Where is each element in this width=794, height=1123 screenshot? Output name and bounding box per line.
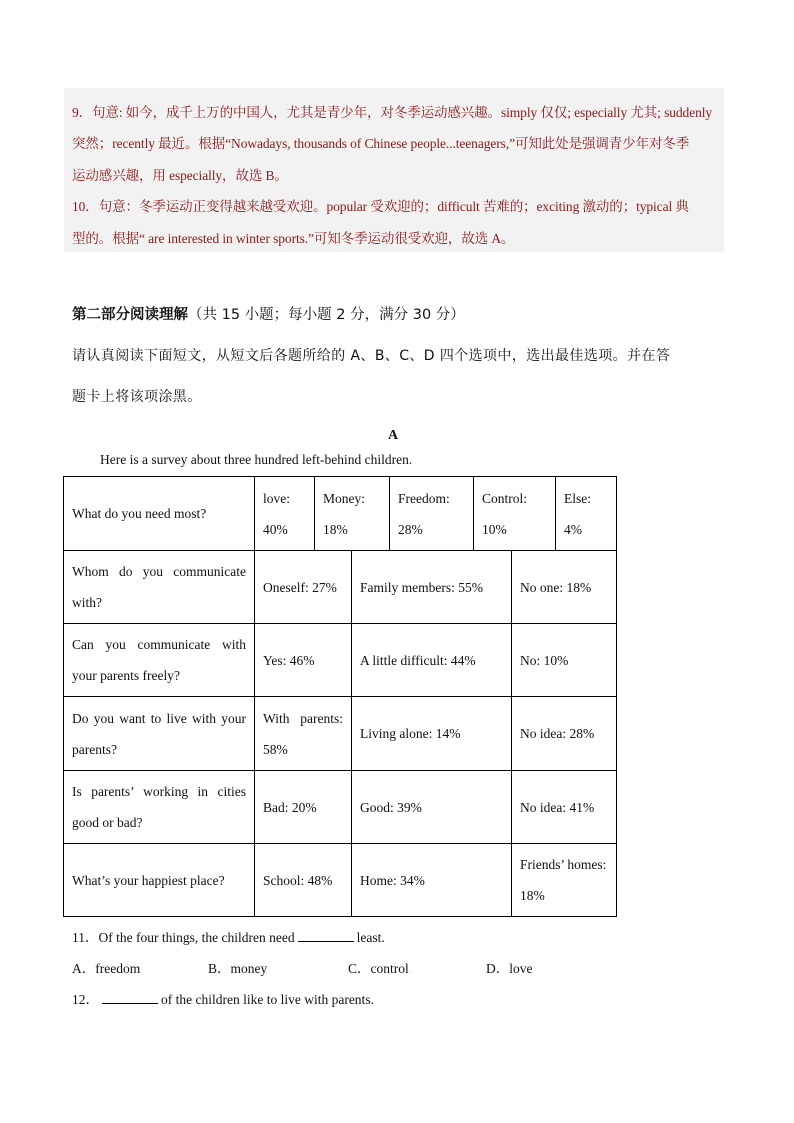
answer-cell: No: 10% [520,652,569,668]
answer-cell: Living alone: 14% [352,697,512,770]
option-c[interactable]: C．control [348,961,409,976]
answer-line-4: 10．句意：冬季运动正变得越来越受欢迎。popular 受欢迎的；difficult 苦难的；exciting 激动的；typical 典 [72,199,689,214]
table-row [64,697,616,771]
question-cell: What’s your happiest place? [64,844,255,916]
answer-cell: Good: 39% [352,771,512,843]
option-d[interactable]: D．love [486,961,533,976]
answer-cell: Freedom: 28% [390,477,474,550]
answer-cell: Else: 4% [564,490,591,537]
question-11: 11．Of the four things, the children need least. [72,930,385,945]
question-cell: What do you need most? [64,477,255,550]
answer-cell: Control: 10% [474,477,556,550]
answer-cell: A little difficult: 44% [352,624,512,696]
section-title-bold: 第二部分阅读理解 [72,307,188,323]
option-b[interactable]: B．money [208,961,268,976]
instruction-line-1: 请认真阅读下面短文，从短文后各题所给的 A、B、C、D 四个选项中，选出最佳选项。并在答 [72,348,671,364]
question-cell: Do you want to live with your parents? [64,697,255,770]
answer-cell: School: 48% [255,844,352,916]
answer-cell: Money: 18% [315,477,390,550]
answer-cell: With parents: 58% [255,697,352,770]
answer-cell: No idea: 28% [520,726,595,741]
answer-cell: Bad: 20% [255,771,352,843]
answer-cell: Family members: 55% [352,551,512,623]
option-a[interactable]: A．freedom [72,961,141,976]
answer-blank[interactable] [298,929,354,942]
passage-intro: Here is a survey about three hundred left-behind children. [100,452,413,467]
instruction-line-2: 题卡上将该项涂黑。 [72,389,202,405]
passage-label: A [388,428,399,443]
table-row [64,771,616,844]
answer-cell: love: 40% [255,477,315,550]
answer-line-1: 9．句意: 如今，成千上万的中国人，尤其是青少年，对冬季运动感兴趣。simply 仅仅; especially 尤其; suddenly [72,105,713,120]
answer-line-5: 型的。根据“ are interested in winter sports.”可知冬季运动很受欢迎，故选 A。 [72,231,515,246]
answer-line-3: 运动感兴趣，用 especially，故选 B。 [72,168,288,183]
section-title [72,303,465,324]
answer-line-2: 突然；recently 最近。根据“Nowadays, thousands of Chinese people...teenagers,”可知此处是强调青少年对冬季 [72,136,690,151]
answer-cell: No one: 18% [520,579,592,595]
question-cell: Can you communicate with your parents freely? [64,624,255,696]
question-cell: Is parents’ working in cities good or bad? [64,771,255,843]
answer-cell: Friends’ homes: 18% [520,857,607,903]
table-row [64,551,616,624]
table-row [64,844,616,916]
question-12: 12． of the children like to live with parents. [72,992,374,1007]
answer-cell: Yes: 46% [255,624,352,696]
answer-cell: No idea: 41% [520,799,595,815]
section-title-rest: （共 15 小题；每小题 2 分，满分 30 分） [188,307,465,323]
question-cell: Whom do you communicate with? [64,551,255,623]
answer-cell: Oneself: 27% [255,551,352,623]
table-row [64,624,616,697]
table-row [64,477,616,551]
survey-table [63,476,617,917]
answer-blank[interactable] [102,991,158,1004]
answer-cell: Home: 34% [352,844,512,916]
